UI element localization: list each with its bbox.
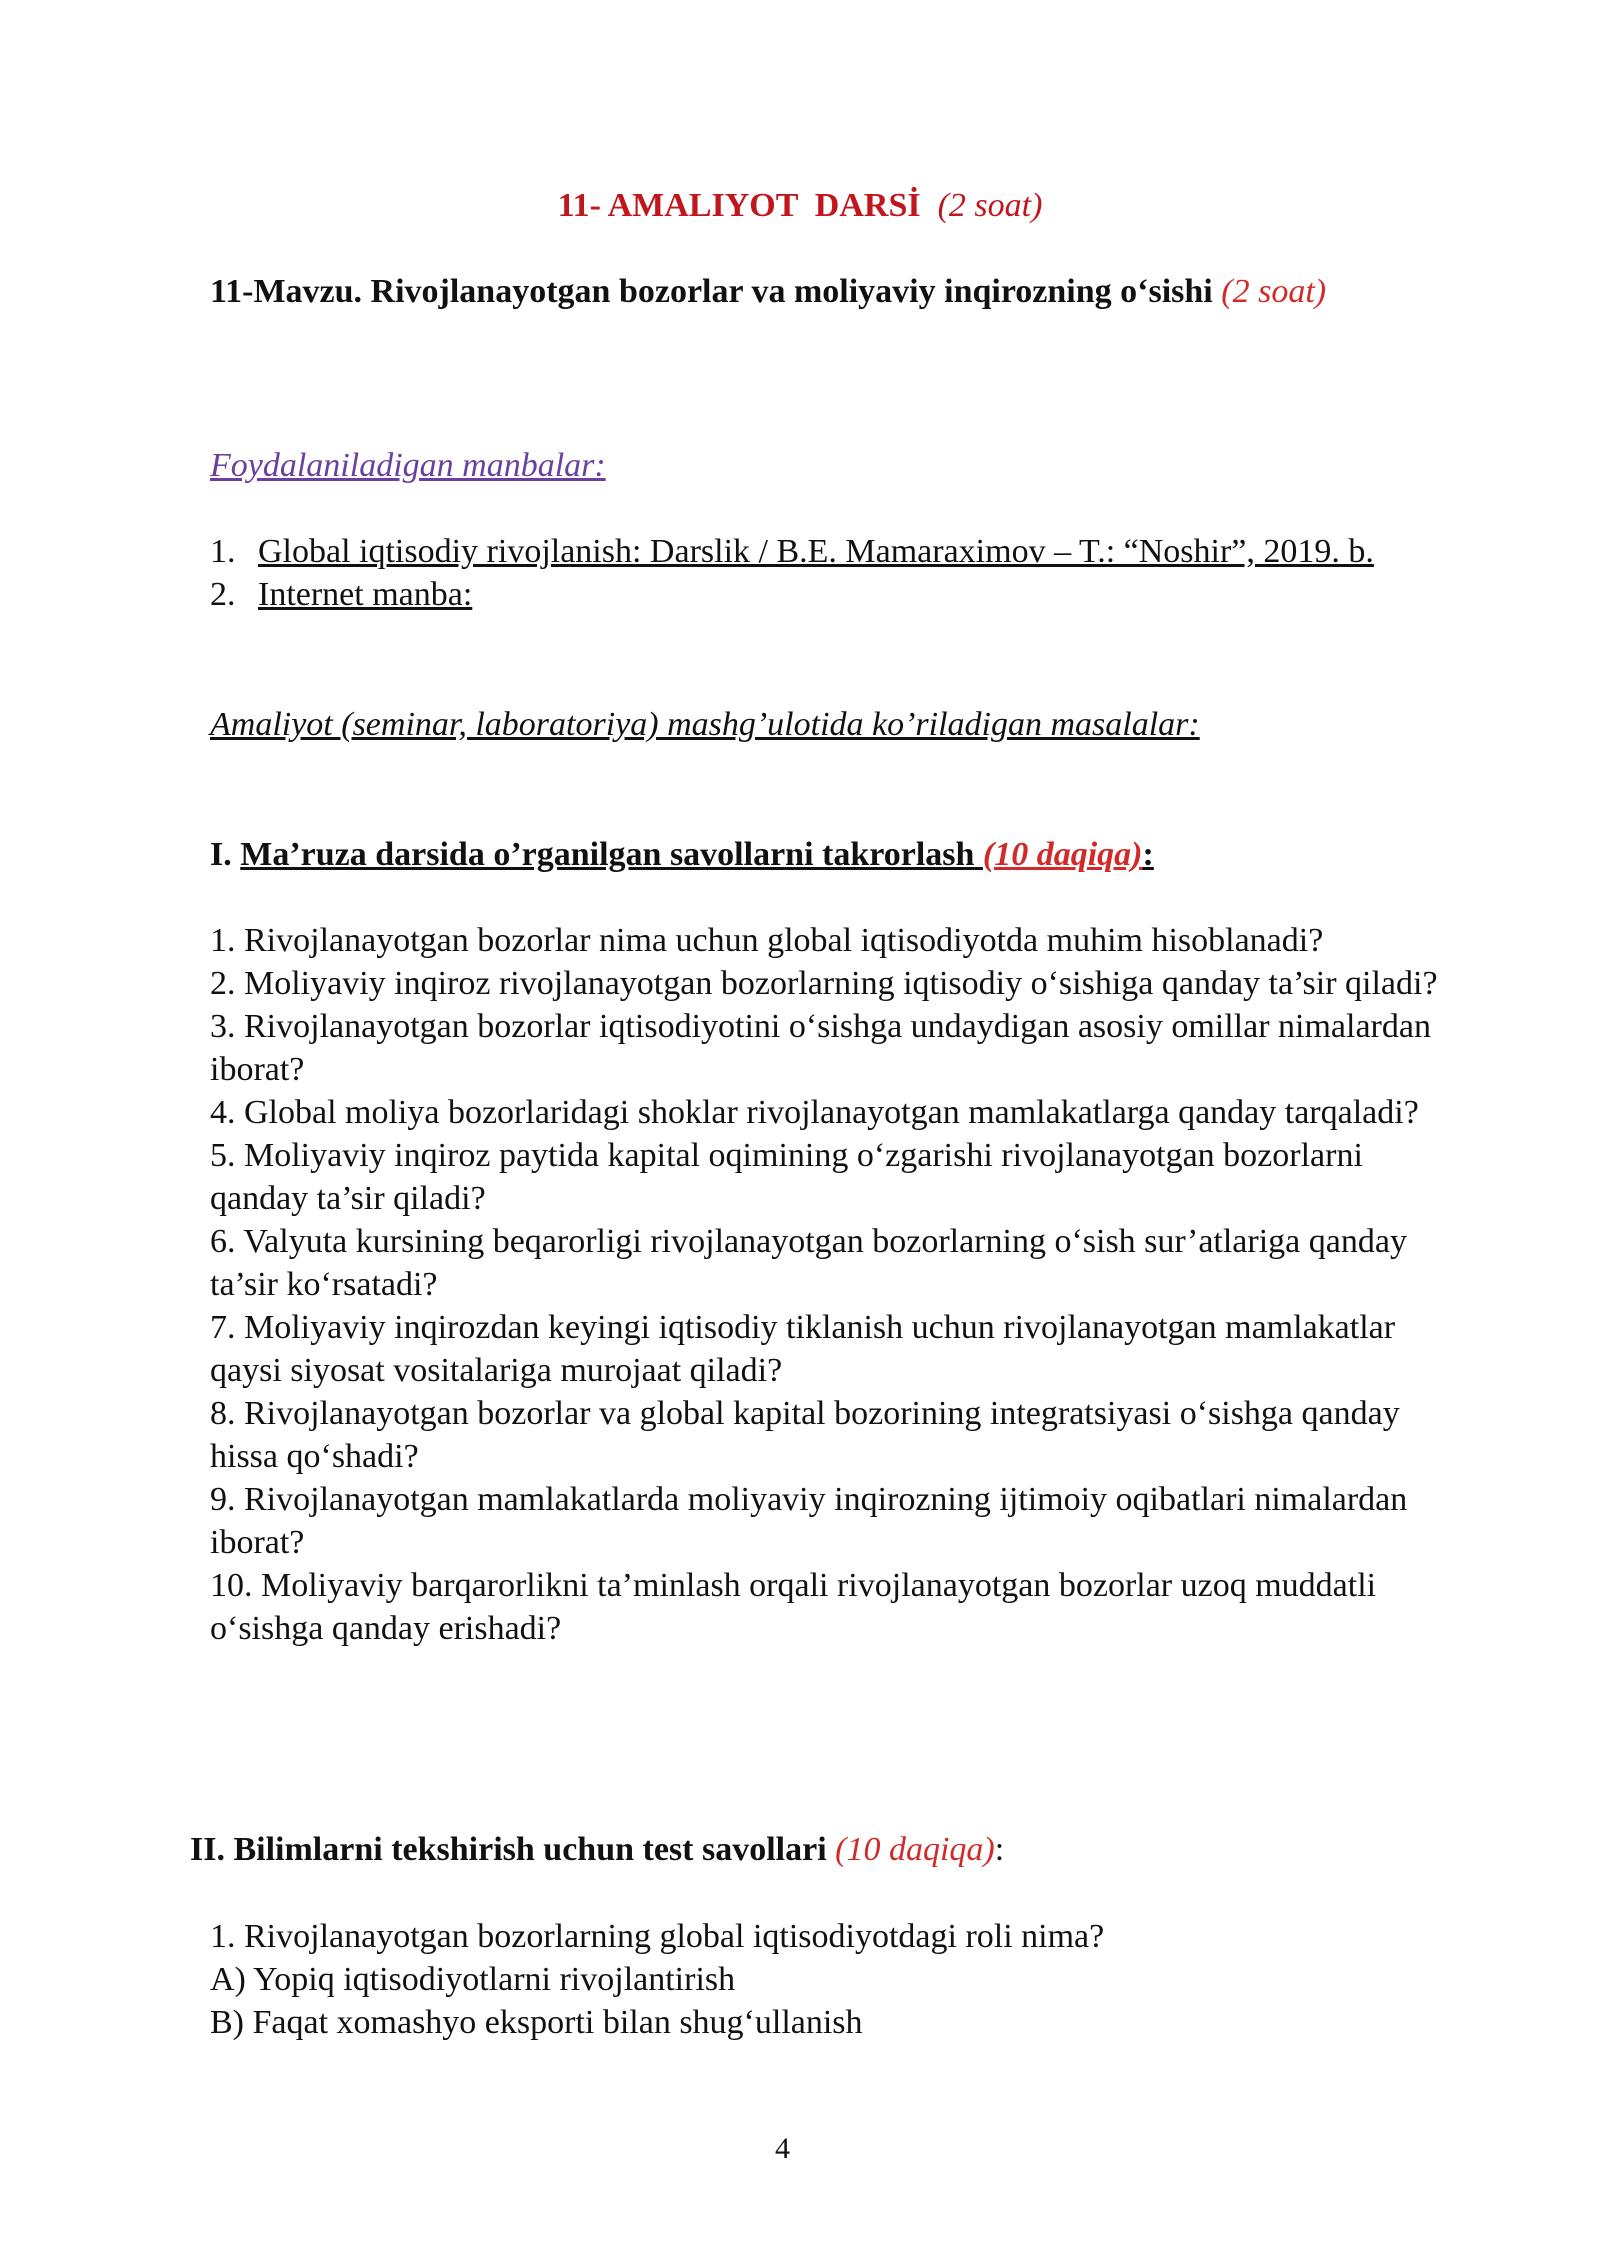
section-1-heading bbox=[210, 833, 1154, 876]
section-1-title: Ma’ruza darsida o’rganilgan savollarni takrorlash bbox=[240, 836, 975, 873]
review-questions-list bbox=[210, 919, 1450, 1650]
review-question: 5. Moliyaviy inqiroz paytida kapital oqimining o‘zgarishi rivojlanayotgan bozorlarni qanday ta’sir qiladi? bbox=[210, 1137, 1363, 1217]
review-question: 7. Moliyaviy inqirozdan keyingi iqtisodiy tiklanish uchun rivojlanayotgan mamlakatlar qaysi siyosat vositalariga murojaat qiladi? bbox=[210, 1309, 1396, 1389]
topic-text: 11-Mavzu. Rivojlanayotgan bozorlar va moliyaviy inqirozning o‘sishi bbox=[210, 273, 1213, 310]
topic-hours: (2 soat) bbox=[1221, 273, 1327, 310]
lesson-title bbox=[0, 184, 1600, 227]
section-1-number: I. bbox=[210, 836, 232, 873]
page-number: 4 bbox=[775, 2132, 790, 2165]
review-question: 3. Rivojlanayotgan bozorlar iqtisodiyotini o‘sishga undaydigan asosiy omillar nimalardan iborat? bbox=[210, 1008, 1431, 1088]
review-question: 4. Global moliya bozorlaridagi shoklar rivojlanayotgan mamlakatlarga qanday tarqaladi? bbox=[210, 1094, 1419, 1131]
section-2-colon: : bbox=[994, 1831, 1005, 1868]
section-2-time: (10 daqiqa) bbox=[835, 1831, 995, 1868]
lesson-title-main: 11- AMALIYOT DARSİ bbox=[557, 187, 921, 224]
sources-label: Foydalaniladigan manbalar: bbox=[210, 447, 606, 484]
source-text: Global iqtisodiy rivojlanish: Darslik / B.E. Mamaraximov – T.: “Noshir”, 2019. b. bbox=[258, 533, 1374, 570]
topic-heading bbox=[210, 270, 1410, 313]
section-2-heading bbox=[190, 1828, 1004, 1871]
review-question: 1. Rivojlanayotgan bozorlar nima uchun global iqtisodiyotda muhim hisoblanadi? bbox=[210, 922, 1324, 959]
review-question: 8. Rivojlanayotgan bozorlar va global kapital bozorining integratsiyasi o‘sishga qanday hissa qo‘shadi? bbox=[210, 1395, 1400, 1475]
source-item bbox=[210, 530, 1390, 573]
section-2-title: II. Bilimlarni tekshirish uchun test savollari bbox=[190, 1831, 827, 1868]
review-question: 10. Moliyaviy barqarorlikni ta’minlash orqali rivojlanayotgan bozorlar uzoq muddatli o‘sishga qanday erishadi? bbox=[210, 1567, 1377, 1647]
test-option: B) Faqat xomashyo eksporti bilan shug‘ullanish bbox=[210, 2004, 863, 2041]
sources-list bbox=[210, 530, 1390, 616]
section-1-time: (10 daqiqa) bbox=[982, 836, 1143, 873]
test-option: A) Yopiq iqtisodiyotlarni rivojlantirish bbox=[210, 1961, 736, 1998]
source-number: 2. bbox=[210, 576, 236, 613]
review-question: 9. Rivojlanayotgan mamlakatlarda moliyaviy inqirozning ijtimoiy oqibatlari nimalardan iborat? bbox=[210, 1481, 1408, 1561]
section-1-colon: : bbox=[1142, 836, 1154, 873]
tasks-label: Amaliyot (seminar, laboratoriya) mashg’ulotida ko’riladigan masalalar: bbox=[210, 706, 1200, 743]
test-question-block bbox=[210, 1915, 1450, 2044]
source-text: Internet manba: bbox=[258, 576, 473, 613]
test-question: 1. Rivojlanayotgan bozorlarning global iqtisodiyotdagi roli nima? bbox=[210, 1918, 1105, 1955]
review-question: 6. Valyuta kursining beqarorligi rivojlanayotgan bozorlarning o‘sish sur’atlariga qanday ta’sir ko‘rsatadi? bbox=[210, 1223, 1407, 1303]
source-item bbox=[210, 573, 1390, 616]
lesson-title-hours: (2 soat) bbox=[937, 187, 1043, 224]
source-number: 1. bbox=[210, 533, 236, 570]
review-question: 2. Moliyaviy inqiroz rivojlanayotgan bozorlarning iqtisodiy o‘sishiga qanday ta’sir qiladi? bbox=[210, 965, 1438, 1002]
